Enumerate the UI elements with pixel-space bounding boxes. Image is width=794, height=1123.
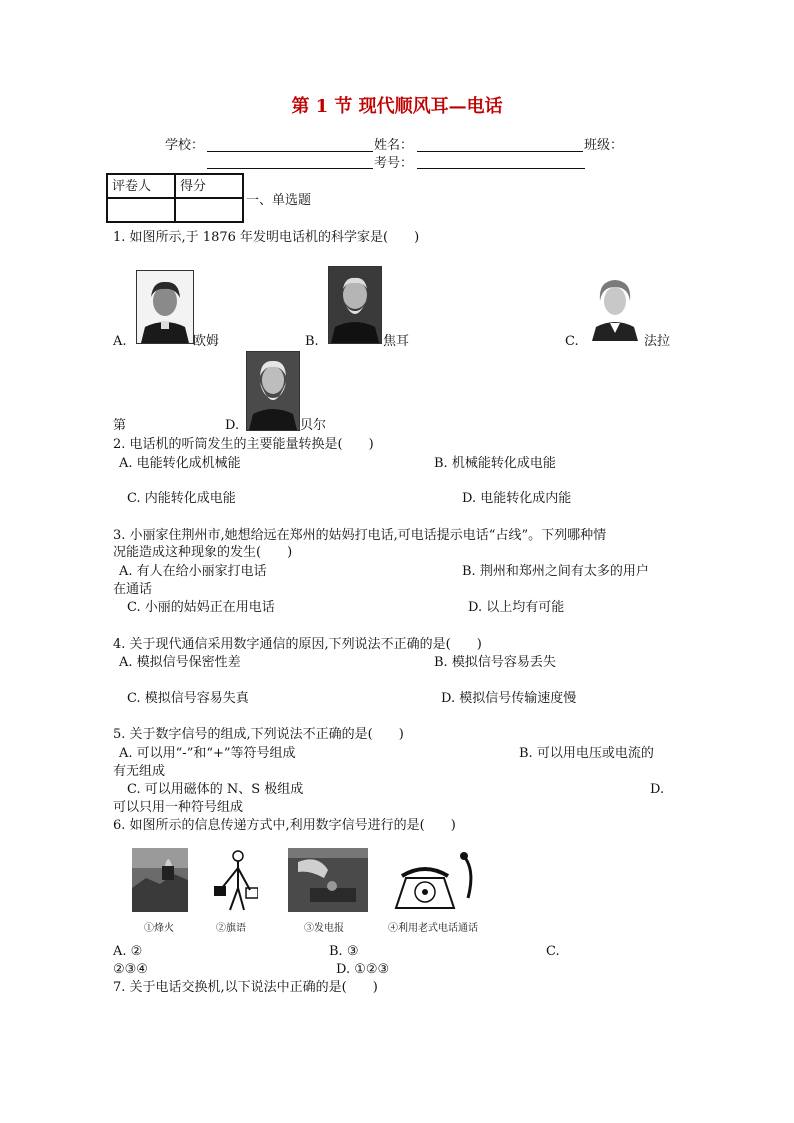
score-table-grader: 评卷人 [107,174,175,198]
bell-portrait-icon [247,352,299,430]
q6-option-c-cont: ②③④ [113,962,148,977]
q3-option-b: B. 荆州和郑州之间有太多的用户 [462,564,649,579]
class-field [207,168,373,169]
question-7-stem: 7. 关于电话交换机,以下说法中正确的是( ) [113,980,378,995]
q6-option-b: B. ③ [329,944,359,959]
q1-option-c-name: 法拉 [644,334,671,349]
q1-option-c-name-cont: 第 [113,418,127,433]
q5-option-d-cont: 可以只用一种符号组成 [113,800,244,815]
q6-caption-2: ②旗语 [216,923,246,934]
q6-option-c-letter: C. [546,944,560,959]
q4-option-a: A. 模拟信号保密性差 [119,655,241,670]
q1-option-d-name: 贝尔 [300,418,327,433]
question-6-stem: 6. 如图所示的信息传递方式中,利用数字信号进行的是( ) [113,818,456,833]
q6-caption-1: ①烽火 [144,923,174,934]
bell-portrait-image [246,351,300,431]
beacon-fire-icon [132,848,188,912]
q3-option-b-cont: 在通话 [113,582,153,597]
q2-option-d: D. 电能转化成内能 [462,491,572,506]
question-3-stem-line-1: 3. 小丽家住荆州市,她想给远在郑州的姑妈打电话,可电话提示电话“占线”。下列哪种情 [113,528,607,543]
score-table-grader-cell [107,198,175,222]
q3-option-d: D. 以上均有可能 [468,600,565,615]
old-telephone-icon [388,848,480,914]
telegraph-image [288,848,368,912]
school-field [207,151,373,152]
q6-caption-4: ④利用老式电话通话 [388,923,478,934]
flag-semaphore-icon [210,848,258,914]
name-label: 姓名： [374,138,414,153]
exam-no-label: 考号： [374,156,414,171]
joule-portrait-image [328,266,382,344]
telegraph-icon [288,848,368,912]
ohm-portrait-image [136,270,194,344]
class-label: 班级： [584,138,624,153]
school-label: 学校： [165,138,205,153]
score-table-score-cell [175,198,243,222]
joule-portrait-icon [329,267,381,343]
q4-option-d: D. 模拟信号传输速度慢 [441,691,577,706]
q2-option-c: C. 内能转化成电能 [127,491,236,506]
q2-option-b: B. 机械能转化成电能 [434,456,556,471]
question-4-stem: 4. 关于现代通信采用数字通信的原因,下列说法不正确的是( ) [113,637,482,652]
q5-option-d-letter: D. [650,782,665,797]
q4-option-b: B. 模拟信号容易丢失 [434,655,556,670]
q2-option-a: A. 电能转化成机械能 [119,456,241,471]
q4-option-c: C. 模拟信号容易失真 [127,691,249,706]
q3-option-a: A. 有人在给小丽家打电话 [119,564,267,579]
beacon-fire-image [132,848,188,912]
q6-option-a: A. ② [113,944,143,959]
question-1-stem: 1. 如图所示,于 1876 年发明电话机的科学家是( ) [113,230,420,245]
q5-option-b: B. 可以用电压或电流的 [519,746,654,761]
q6-option-d: D. ①②③ [336,962,390,977]
exam-no-field [417,168,585,169]
q5-option-b-cont: 有无组成 [113,764,166,779]
q1-option-a-name: 欧姆 [193,334,220,349]
q6-caption-3: ③发电报 [304,923,344,934]
question-5-stem: 5. 关于数字信号的组成,下列说法不正确的是( ) [113,727,404,742]
page-title: 第 1 节 现代顺风耳—电话 [291,96,503,117]
q1-option-b-letter: B. [305,334,319,349]
score-table [106,173,244,223]
q1-option-b-name: 焦耳 [383,334,410,349]
faraday-portrait-image [588,271,642,341]
q3-option-c: C. 小丽的姑妈正在用电话 [127,600,275,615]
old-telephone-image [388,848,480,914]
q1-option-d-letter: D. [225,418,240,433]
name-field [417,151,583,152]
q1-option-c-letter: C. [565,334,579,349]
section-heading: 一、单选题 [246,193,312,208]
faraday-portrait-icon [588,271,642,341]
question-2-stem: 2. 电话机的听筒发生的主要能量转换是( ) [113,437,374,452]
q5-option-a: A. 可以用“-”和“+”等符号组成 [119,746,296,761]
score-table-score: 得分 [175,174,243,198]
q5-option-c: C. 可以用磁体的 N、S 极组成 [127,782,304,797]
question-3-stem-line-2: 况能造成这种现象的发生( ) [113,545,293,560]
flag-semaphore-image [210,848,258,914]
q1-option-a-letter: A. [113,334,127,349]
ohm-portrait-icon [137,271,193,343]
